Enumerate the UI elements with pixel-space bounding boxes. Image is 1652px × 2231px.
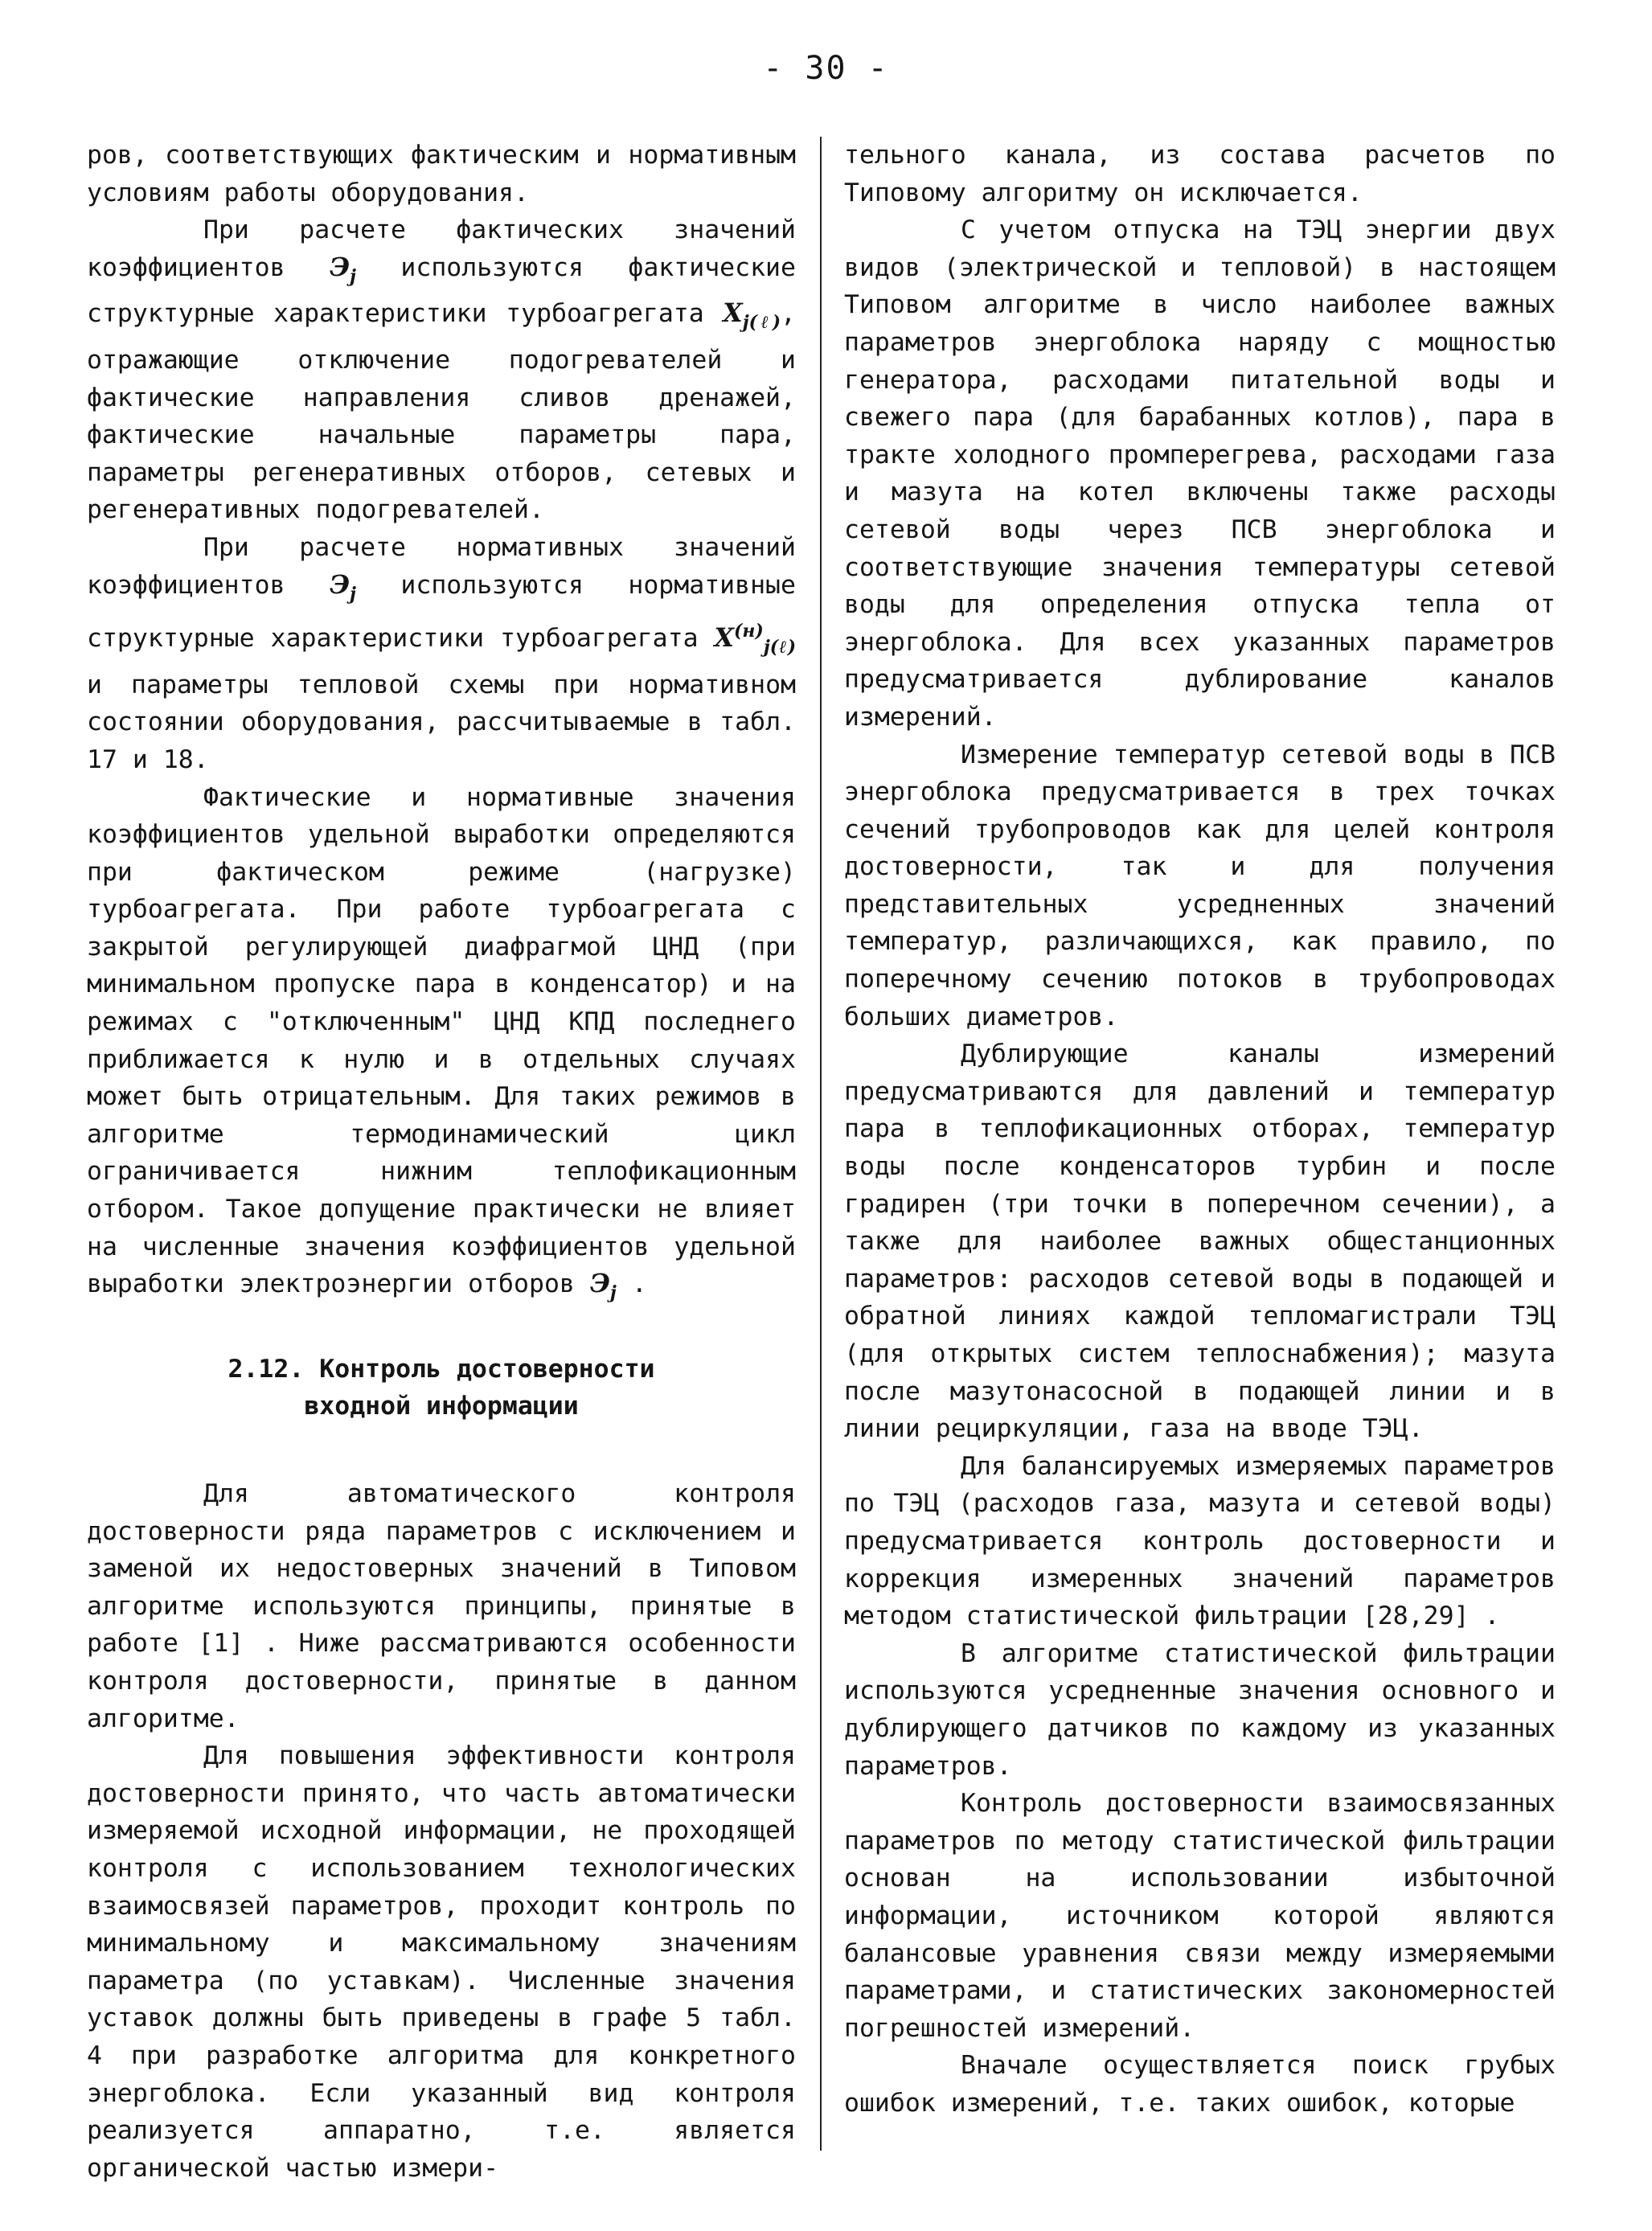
- paragraph: [87, 529, 796, 779]
- text: , отражающие отключение подогревателей и фактические направления сливов дренажей, фактические начальные параметры пара, параметры регенеративных отборов, сетевых и регенеративных подогревателей.: [87, 299, 796, 525]
- paragraph: В алгоритме статистической фильтрации используются усредненные значения основного и дублирующего датчиков по каждому из указанных параметров.: [844, 1638, 1556, 1781]
- paragraph: Контроль достоверности взаимосвязанных параметров по методу статистической фильтрации основан на использовании избыточной информации, источником которой являются балансовые уравнения связи между измеряемыми параметрами, и статистических закономерностей погрешностей измерений.: [844, 1789, 1556, 2043]
- paragraph: Для балансируемых измеряемых параметров по ТЭЦ (расходов газа, мазута и сетевой воды) предусматривается контроль достоверности и коррекция измеренных значений параметров методом статистической фильтрации [28,29] .: [844, 1451, 1556, 1631]
- paragraph: [87, 779, 796, 1312]
- paragraph: Для автоматического контроля достоверности ряда параметров с исключением и заменой их недостоверных значений в Типовом алгоритме используются принципы, принятые в работе [1] . Ниже рассматриваются особенности контроля достоверности, принятые в данном алгоритме.: [87, 1479, 796, 1733]
- right-column: [844, 137, 1556, 2122]
- paragraph: Дублирующие каналы измерений предусматриваются для давлений и температур пара в теплофикационных отборах, температур воды после конденсаторов турбин и после градирен (три точки в поперечном сечении), а также для наиболее важных общестанционных параметров: расходов сетевой воды в подающей и обратной линиях каждой тепломагистрали ТЭЦ (для открытых систем теплоснабжения); мазута после мазутонасосной в подающей линии и в линии рециркуляции, газа на вводе ТЭЦ.: [844, 1040, 1556, 1444]
- paragraph: ров, соответствующих фактическим и нормативным условиям работы оборудования.: [87, 141, 796, 207]
- math-symbol: $Э_j$: [329, 252, 356, 287]
- text: .: [616, 1269, 647, 1299]
- paragraph: С учетом отпуска на ТЭЦ энергии двух видов (электрической и тепловой) в настоящем Типовом алгоритме в число наиболее важных параметров энергоблока наряду с мощностью генератора, расходами питательной воды и свежего пара (для барабанных котлов), пара в тракте холодного промперегрева, расходами газа и мазута на котел включены также расходы сетевой воды через ПСВ энергоблока и соответствующие значения температуры сетевой воды для определения отпуска тепла от энергоблока. Для всех указанных параметров предусматривается дублирование каналов измерений.: [844, 215, 1556, 732]
- math-symbol: $X_{j(\ell)}$: [723, 298, 781, 334]
- paragraph: Измерение температур сетевой воды в ПСВ энергоблока предусматривается в трех точках сечений трубопроводов как для целей контроля достоверности, так и для получения представительных усредненных значений температур, различающихся, как правило, по поперечному сечению потоков в трубопроводах больших диаметров.: [844, 740, 1556, 1031]
- text: При расчете нормативных значений коэффициентов: [87, 532, 796, 600]
- text: Фактические и нормативные значения коэффициентов удельной выработки определяются при фактическом режиме (нагрузке) турбоагрегата. При работе турбоагрегата с закрытой регулирующей диафрагмой ЦНД (при минимальном пропуске пара в конденсатор) и на режимах с "отключенным" ЦНД КПД последнего приближается к нулю и в отдельных случаях может быть отрицательным. Для таких режимов в алгоритме термодинамический цикл ограничивается нижним теплофикационным отбором. Такое допущение практически не влияет на численные значения коэффициентов удельной выработки электроэнергии отборов: [87, 782, 796, 1299]
- math-symbol: $Э_j$: [589, 1269, 617, 1304]
- text: используются фактические структурные характеристики турбоагрегата: [87, 252, 796, 329]
- paragraph: Вначале осуществляется поиск грубых ошибок измерений, т.е. таких ошибок, которые: [844, 2051, 1556, 2118]
- paragraph: Для повышения эффективности контроля достоверности принято, что часть автоматически измеряемой исходной информации, не проходящей контроля с использованием технологических взаимосвязей параметров, проходит контроль по минимальному и максимальному значениям параметра (по уставкам). Численные значения уставок должны быть приведены в графе 5 табл. 4 при разработке алгоритма для конкретного энергоблока. Если указанный вид контроля реализуется аппаратно, т.е. является органической частью измери-: [87, 1741, 796, 2183]
- left-column: [87, 137, 796, 2187]
- text: и параметры тепловой схемы при нормативном состоянии оборудования, рассчитываемые в табл. 17 и 18.: [87, 670, 796, 774]
- paragraph: [87, 211, 796, 529]
- math-symbol: $X^{(н)}_{j(\ell)}$: [714, 621, 796, 658]
- math-symbol: $Э_j$: [329, 569, 356, 605]
- text: используются нормативные структурные характеристики турбоагрегата: [87, 570, 796, 654]
- section-heading: 2.12. Контроль достоверности входной информации: [228, 1354, 655, 1421]
- page-number: - 30 -: [763, 50, 889, 87]
- text: При расчете фактических значений коэффициентов: [87, 215, 796, 282]
- paragraph: тельного канала, из состава расчетов по Типовому алгоритму он исключается.: [844, 141, 1556, 207]
- column-divider: [820, 137, 822, 2151]
